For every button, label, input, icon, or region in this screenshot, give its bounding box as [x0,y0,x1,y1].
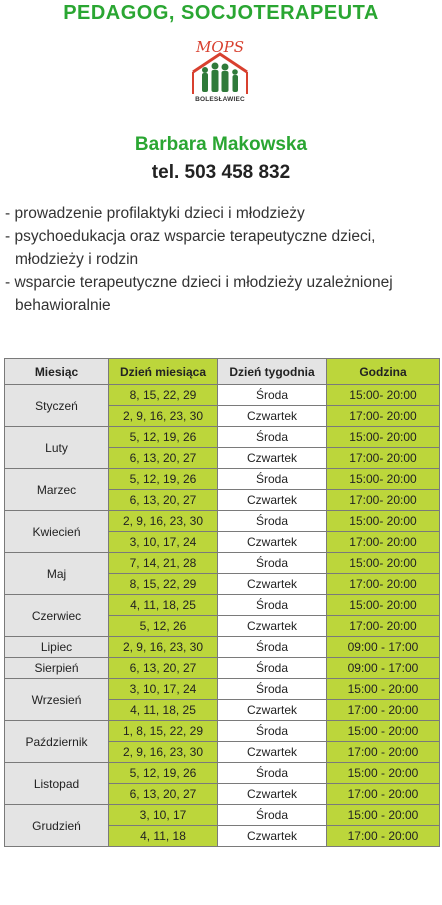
day-of-month-cell: 6, 13, 20, 27 [109,490,218,511]
month-cell: Wrzesień [5,679,109,721]
logo-city: BOLESŁAWIEC [195,96,245,103]
day-of-month-cell: 5, 12, 26 [109,616,218,637]
day-of-month-cell: 2, 9, 16, 23, 30 [109,511,218,532]
weekday-cell: Środa [218,763,327,784]
hours-cell: 17:00 - 20:00 [327,700,440,721]
table-row [5,763,440,784]
hours-cell: 15:00- 20:00 [327,385,440,406]
weekday-cell: Czwartek [218,490,327,511]
day-of-month-cell: 4, 11, 18, 25 [109,595,218,616]
hours-cell: 15:00- 20:00 [327,595,440,616]
day-of-month-cell: 6, 13, 20, 27 [109,448,218,469]
hours-cell: 17:00- 20:00 [327,574,440,595]
month-cell: Kwiecień [5,511,109,553]
day-of-month-cell: 7, 14, 21, 28 [109,553,218,574]
weekday-cell: Czwartek [218,742,327,763]
service-item: - prowadzenie profilaktyki dzieci i młodzieży [5,205,305,222]
weekday-cell: Środa [218,658,327,679]
weekday-cell: Środa [218,679,327,700]
day-of-month-cell: 1, 8, 15, 22, 29 [109,721,218,742]
hours-cell: 17:00- 20:00 [327,490,440,511]
day-of-month-cell: 5, 12, 19, 26 [109,469,218,490]
hours-cell: 17:00 - 20:00 [327,784,440,805]
weekday-cell: Środa [218,553,327,574]
day-of-month-cell: 6, 13, 20, 27 [109,784,218,805]
month-cell: Czerwiec [5,595,109,637]
day-of-month-cell: 6, 13, 20, 27 [109,658,218,679]
day-of-month-cell: 3, 10, 17, 24 [109,679,218,700]
hours-cell: 09:00 - 17:00 [327,658,440,679]
logo-text: MOPS [195,38,245,56]
weekday-cell: Środa [218,469,327,490]
day-of-month-cell: 2, 9, 16, 23, 30 [109,742,218,763]
weekday-cell: Środa [218,805,327,826]
weekday-cell: Czwartek [218,826,327,847]
weekday-cell: Środa [218,721,327,742]
family-house-icon [189,52,251,96]
hours-cell: 17:00- 20:00 [327,532,440,553]
weekday-cell: Czwartek [218,616,327,637]
table-row [5,721,440,742]
month-cell: Marzec [5,469,109,511]
weekday-cell: Czwartek [218,574,327,595]
weekday-cell: Środa [218,637,327,658]
weekday-cell: Środa [218,595,327,616]
header-weekday: Dzień tygodnia [218,359,327,385]
hours-cell: 15:00 - 20:00 [327,805,440,826]
hours-cell: 17:00- 20:00 [327,448,440,469]
schedule-body [5,385,440,847]
month-cell: Maj [5,553,109,595]
hours-cell: 15:00 - 20:00 [327,763,440,784]
person-name: Barbara Makowska [134,134,308,155]
table-row [5,595,440,616]
phone-number: tel. 503 458 832 [151,162,291,183]
table-row [5,553,440,574]
day-of-month-cell: 5, 12, 19, 26 [109,763,218,784]
weekday-cell: Środa [218,385,327,406]
month-cell: Grudzień [5,805,109,847]
hours-cell: 17:00 - 20:00 [327,742,440,763]
weekday-cell: Czwartek [218,532,327,553]
day-of-month-cell: 8, 15, 22, 29 [109,574,218,595]
day-of-month-cell: 3, 10, 17, 24 [109,532,218,553]
mops-logo [189,38,251,106]
day-of-month-cell: 2, 9, 16, 23, 30 [109,637,218,658]
day-of-month-cell: 2, 9, 16, 23, 30 [109,406,218,427]
day-of-month-cell: 5, 12, 19, 26 [109,427,218,448]
hours-cell: 15:00- 20:00 [327,553,440,574]
table-row [5,385,440,406]
service-item: - psychoedukacja oraz wsparcie terapeutyczne dzieci, młodzieży i rodzin [5,228,376,268]
hours-cell: 17:00- 20:00 [327,406,440,427]
schedule-table [4,358,440,847]
header-day-of-month: Dzień miesiąca [109,359,218,385]
table-row [5,637,440,658]
day-of-month-cell: 4, 11, 18, 25 [109,700,218,721]
hours-cell: 17:00 - 20:00 [327,826,440,847]
header-hours: Godzina [327,359,440,385]
month-cell: Styczeń [5,385,109,427]
hours-cell: 15:00- 20:00 [327,511,440,532]
day-of-month-cell: 4, 11, 18 [109,826,218,847]
table-row [5,658,440,679]
page-title: PEDAGOG, SOCJOTERAPEUTA [63,2,379,24]
weekday-cell: Środa [218,427,327,448]
hours-cell: 15:00 - 20:00 [327,679,440,700]
table-header-row [5,359,440,385]
weekday-cell: Czwartek [218,406,327,427]
services-list [5,202,441,317]
table-row [5,469,440,490]
month-cell: Luty [5,427,109,469]
weekday-cell: Czwartek [218,448,327,469]
table-row [5,511,440,532]
table-row [5,805,440,826]
hours-cell: 09:00 - 17:00 [327,637,440,658]
month-cell: Listopad [5,763,109,805]
month-cell: Sierpień [5,658,109,679]
service-item: - wsparcie terapeutyczne dzieci i młodzieży uzależnionej behawioralnie [5,274,393,314]
month-cell: Październik [5,721,109,763]
weekday-cell: Środa [218,511,327,532]
day-of-month-cell: 8, 15, 22, 29 [109,385,218,406]
weekday-cell: Czwartek [218,700,327,721]
month-cell: Lipiec [5,637,109,658]
day-of-month-cell: 3, 10, 17 [109,805,218,826]
hours-cell: 15:00- 20:00 [327,427,440,448]
table-row [5,427,440,448]
hours-cell: 15:00 - 20:00 [327,721,440,742]
table-row [5,679,440,700]
weekday-cell: Czwartek [218,784,327,805]
hours-cell: 15:00- 20:00 [327,469,440,490]
header-month: Miesiąc [5,359,109,385]
hours-cell: 17:00- 20:00 [327,616,440,637]
